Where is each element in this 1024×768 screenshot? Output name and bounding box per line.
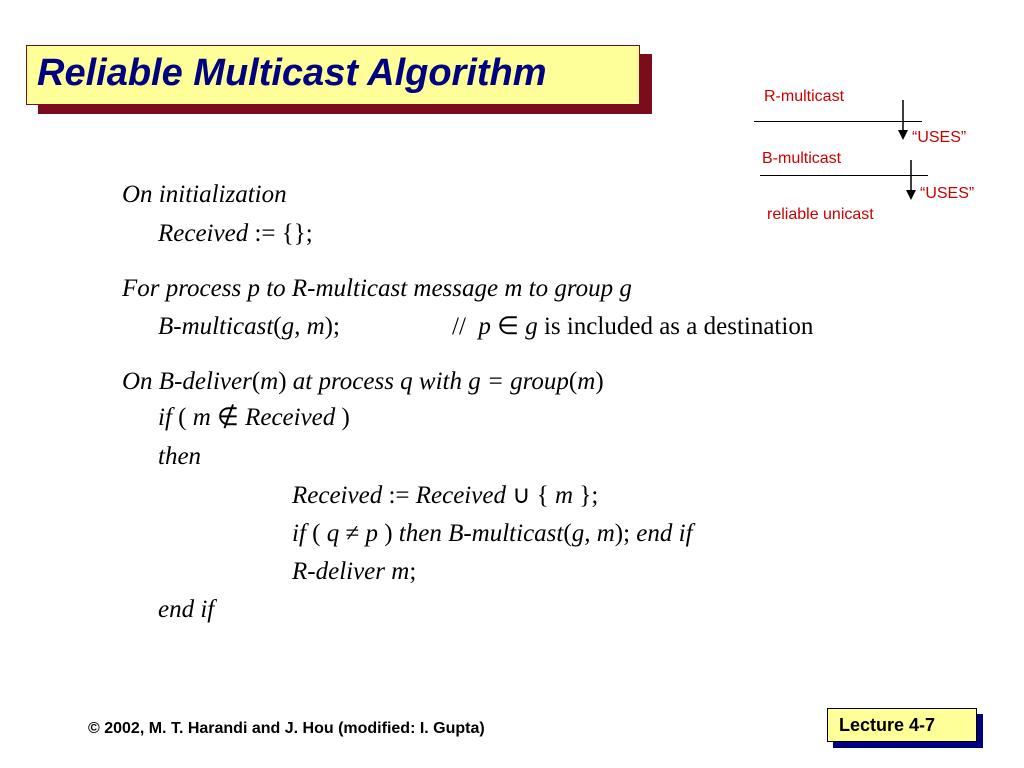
layer-label-b-multicast: B-multicast	[762, 150, 842, 167]
algo-line-if-not-received: if ( m ∉ Received )	[158, 404, 350, 431]
algo-line-received-union: Received := Received ∪ { m };	[292, 482, 599, 509]
algo-line-end-if: end if	[158, 596, 215, 623]
algo-line-r-deliver: R-deliver m;	[292, 558, 417, 585]
algo-comment: // p ∈ g is included as a destination	[452, 313, 814, 340]
uses-label-upper: “USES”	[912, 129, 967, 146]
down-arrow-icon	[903, 160, 919, 202]
down-arrow-icon	[895, 100, 911, 142]
layer-label-r-multicast: R-multicast	[764, 88, 845, 105]
algo-line-if-q-neq-p: if ( q ≠ p ) then B-multicast(g, m); end if	[292, 520, 693, 547]
lecture-number-box	[827, 708, 977, 742]
algo-line-for-process: For process p to R-multicast message m to group g	[122, 275, 632, 302]
footer-copyright: © 2002, M. T. Harandi and J. Hou (modified: I. Gupta)	[88, 720, 485, 737]
algo-line-then: then	[158, 443, 202, 470]
slide-title: Reliable Multicast Algorithm	[37, 52, 547, 94]
algo-line-on-b-deliver: On B-deliver(m) at process q with g = group(m)	[122, 368, 604, 395]
algo-line-received-init: Received := {};	[158, 220, 313, 247]
algo-line-on-init: On initialization	[122, 181, 287, 208]
title-box	[26, 45, 640, 105]
algo-line-b-multicast: B-multicast(g, m); // p ∈ g is included as a destination	[158, 313, 814, 340]
lecture-number: Lecture 4-7	[839, 715, 936, 735]
layer-label-reliable-unicast: reliable unicast	[767, 206, 874, 223]
uses-label-lower: “USES”	[920, 185, 975, 202]
